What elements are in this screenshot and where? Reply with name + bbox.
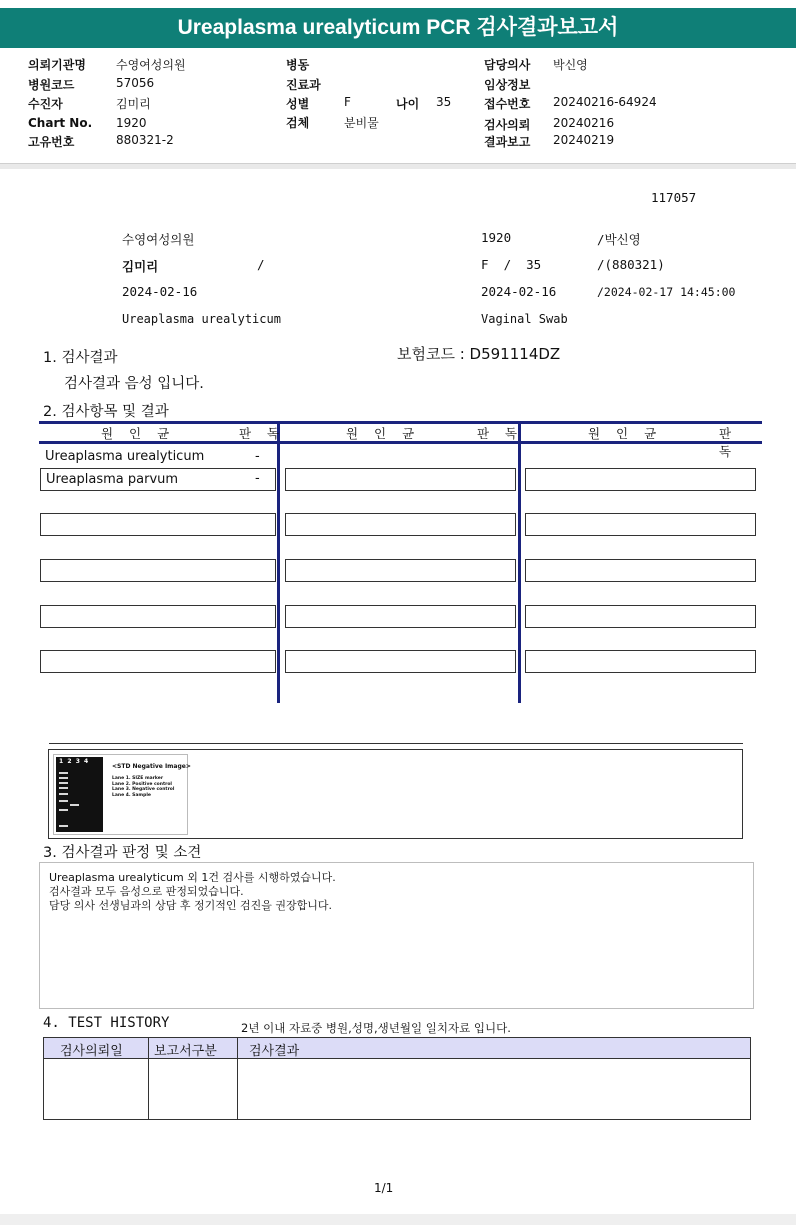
- info-specimen: Vaginal Swab: [481, 312, 568, 326]
- header-block: [0, 52, 796, 162]
- opinion-line-3: 담당 의사 선생님과의 상담 후 정기적인 검진을 권장합니다.: [49, 899, 332, 912]
- gel-lane-numbers: 1 2 3 4: [59, 758, 89, 765]
- row1-result: -: [255, 449, 260, 464]
- section4-heading: 4. TEST HISTORY: [43, 1015, 170, 1031]
- row3-cell-2: [285, 513, 516, 536]
- col-pathogen-3: 원 인 균: [588, 426, 663, 441]
- footer-bar: [0, 1214, 796, 1225]
- value-report-date: 20240219: [553, 133, 615, 147]
- row3-cell-3: [525, 513, 756, 536]
- opinion-line-1: Ureaplasma urealyticum 외 1건 검사를 시행하였습니다.: [49, 871, 336, 884]
- section2-heading: 2. 검사항목 및 결과: [43, 404, 169, 420]
- value-chart-no: 1920: [116, 116, 147, 130]
- gel-image-title: <STD Negative Image>: [112, 763, 191, 770]
- header-divider: [0, 163, 796, 169]
- row6-cell-2: [285, 650, 516, 673]
- row2-cell-1: [40, 468, 276, 491]
- row5-cell-2: [285, 605, 516, 628]
- info-date-right: /2024-02-17 14:45:00: [597, 285, 736, 299]
- history-col-result: 검사결과: [249, 1044, 300, 1059]
- opinion-text: [49, 871, 336, 913]
- col-judgement-2: 판 독: [477, 426, 524, 441]
- row4-cell-2: [285, 559, 516, 582]
- label-patient: 수진자: [28, 97, 63, 111]
- label-ward: 병동: [286, 58, 310, 72]
- value-sex: F: [344, 95, 351, 109]
- gel-image: [56, 757, 103, 832]
- row3-cell-1: [40, 513, 276, 536]
- value-hospital-name: 수영여성의원: [116, 58, 186, 72]
- opinion-box: [39, 862, 754, 1009]
- value-age: 35: [436, 95, 452, 109]
- col-judgement-3: 판 독: [719, 426, 738, 459]
- label-department: 진료과: [286, 78, 321, 92]
- col-pathogen-2: 원 인 균: [346, 426, 421, 441]
- section3-heading: 3. 검사결과 판정 및 소견: [43, 845, 202, 861]
- label-receipt-no: 접수번호: [484, 97, 531, 111]
- info-test-name: Ureaplasma urealyticum: [122, 312, 281, 326]
- row1-pathogen: Ureaplasma urealyticum: [45, 449, 205, 464]
- opinion-line-2: 검사결과 모두 음성으로 판정되었습니다.: [49, 885, 244, 898]
- lane-2-label: Lane 2. Positive control: [112, 781, 172, 787]
- lane-4-label: Lane 4. Sample: [112, 792, 151, 798]
- label-age: 나이: [396, 97, 420, 111]
- row2-result: -: [255, 471, 260, 486]
- row5-cell-1: [40, 605, 276, 628]
- info-birth: /(880321): [597, 257, 665, 272]
- label-unique-no: 고유번호: [28, 135, 75, 149]
- label-report-date: 결과보고: [484, 135, 531, 149]
- history-header-row: [44, 1038, 750, 1059]
- history-col-request-date: 검사의뢰일: [60, 1044, 123, 1059]
- row4-cell-1: [40, 559, 276, 582]
- row5-cell-3: [525, 605, 756, 628]
- label-clinical-info: 임상정보: [484, 78, 531, 92]
- label-specimen: 검체: [286, 116, 310, 130]
- info-date-left: 2024-02-16: [122, 284, 198, 299]
- label-hospital-code: 병원코드: [28, 78, 75, 92]
- page-number: 1/1: [374, 1181, 394, 1195]
- history-divider-2: [237, 1038, 238, 1119]
- info-hospital: 수영여성의원: [122, 232, 195, 247]
- value-doctor: 박신영: [553, 58, 588, 72]
- value-receipt-no: 20240216-64924: [553, 95, 657, 109]
- label-chart-no: Chart No.: [28, 116, 93, 130]
- info-doctor: /박신영: [597, 232, 641, 247]
- section1-heading: 1. 검사결과: [43, 350, 118, 366]
- value-hospital-code: 57056: [116, 76, 155, 90]
- history-table: [43, 1037, 751, 1120]
- table-divider-1: [277, 421, 280, 703]
- image-panel-top-rule: [49, 743, 743, 744]
- row2-pathogen: Ureaplasma parvum: [46, 472, 179, 487]
- gel-lane-legend: [112, 776, 174, 798]
- table-divider-2: [518, 421, 521, 703]
- col-judgement-1: 판 독: [239, 426, 286, 441]
- report-title: Ureaplasma urealyticum PCR 검사결과보고서: [0, 8, 796, 48]
- value-request-date: 20240216: [553, 116, 615, 130]
- row6-cell-1: [40, 650, 276, 673]
- lane-1-label: Lane 1. SIZE marker: [112, 776, 164, 781]
- col-pathogen-1: 원 인 균: [101, 426, 176, 441]
- info-slash: /: [257, 257, 265, 272]
- history-col-report-type: 보고서구분: [154, 1044, 217, 1059]
- insurance-code: 보험코드 : D591114DZ: [397, 345, 561, 363]
- info-sex-age: F / 35: [481, 257, 542, 272]
- report-code: 117057: [651, 190, 697, 205]
- info-patient: 김미리: [122, 259, 159, 274]
- row2-cell-2: [285, 468, 516, 491]
- value-patient: 김미리: [116, 97, 151, 111]
- info-date-mid: 2024-02-16: [481, 284, 557, 299]
- history-divider-1: [148, 1038, 149, 1119]
- results-table: [39, 421, 762, 703]
- lane-3-label: Lane 3. Negative control: [112, 787, 175, 792]
- label-sex: 성별: [286, 97, 310, 111]
- label-hospital-name: 의뢰기관명: [28, 58, 86, 72]
- row2-cell-3: [525, 468, 756, 491]
- label-request-date: 검사의뢰: [484, 118, 531, 132]
- value-specimen: 분비물: [344, 116, 379, 130]
- row6-cell-3: [525, 650, 756, 673]
- info-chart: 1920: [481, 230, 512, 245]
- label-doctor: 담당의사: [484, 58, 531, 72]
- history-note: 2년 이내 자료중 병원,성명,생년월일 일치자료 입니다.: [241, 1021, 511, 1035]
- row4-cell-3: [525, 559, 756, 582]
- value-unique-no: 880321-2: [116, 133, 174, 147]
- section1-result: 검사결과 음성 입니다.: [64, 376, 204, 392]
